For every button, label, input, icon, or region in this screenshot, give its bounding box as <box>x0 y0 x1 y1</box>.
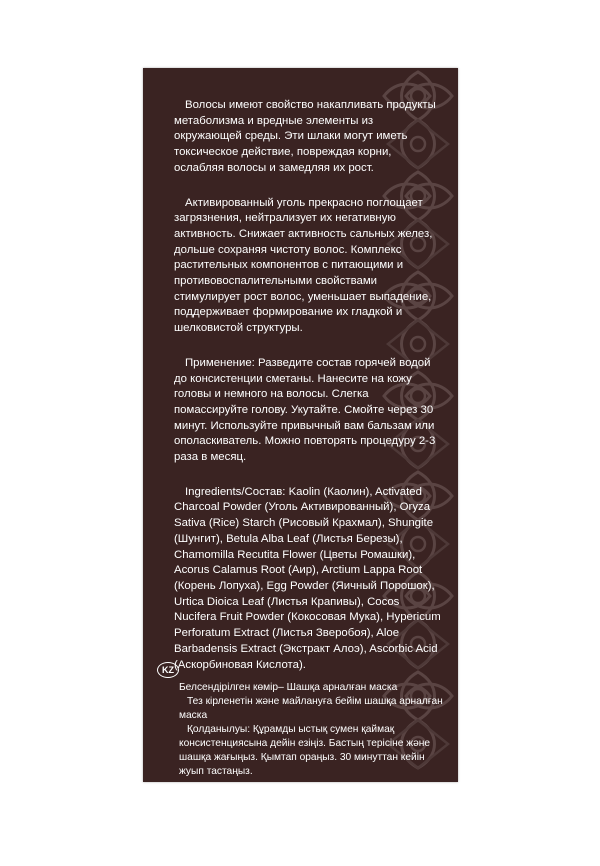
paragraph-benefits: Активированный уголь прекрасно поглощает загрязнения, нейтрализует их негативную активность. Снижает активность сальных желез, дольше сохраняя чистоту волос. Комплекс растительных компонентов с питающими и противовоспалительными свойствами стимулирует рост волос, уменьшает выпадение, поддерживает формирование их гладкой и шелковистой структуры. <box>174 196 433 335</box>
kz-usage-line: Қолданылуы: Құрамды ыстық сумен қаймақ консистенциясына дейін езіңіз. Бастың терісіне және шашқа жағыңыз. Қымтап ораңыз. 30 минуттан кейін жуып тастаңыз. <box>179 724 431 777</box>
paragraph-intro: Волосы имеют свойство накапливать продукты метаболизма и вредные элементы из окружающей среды. Эти шлаки могут иметь токсическое действие, повреждая корни, ослабляя волосы и замедляя их рост. <box>174 99 436 174</box>
kz-title-line: Белсендірілген көмір– Шашқа арналған маска <box>179 682 398 693</box>
paragraph-ingredients: Ingredients/Состав: Kaolin (Каолин), Activated Charcoal Powder (Уголь Активированный), Oryza Sativa (Rice) Starch (Рисовый Крахмал), Shungite (Шунгит), Betula Alba Leaf (Листья Березы), Chamomilla Recutita Flower (Цветы Ромашки), Acorus Calamus Root (Аир), Arctium Lappa Root (Корень Лопуха), Egg Powder (Яичный Порошок), Urtica Dioica Leaf (Листья Крапивы), Cocos Nucifera Fruit Powder (Кокосовая Мука), Hypericum Perforatum Extract (Листья Зверобоя), Aloe Barbadensis Extract (Экстракт Алоэ), Ascorbic Acid (Аскорбиновая Кислота). <box>174 485 441 671</box>
package-back-panel <box>143 68 458 782</box>
paragraph-usage: Применение: Разведите состав горячей водой до консистенции сметаны. Нанесите на кожу головы и немного на волосы. Слегка помассируйте голову. Укутайте. Смойте через 30 минут. Используйте привычный вам бальзам или ополаскиватель. Можно повторять процедуру 2-3 раза в месяц. <box>174 356 436 464</box>
kz-subtitle-line: Тез кірленетін және майлануға бейім шашқа арналған маска <box>179 696 443 721</box>
description-text <box>174 98 444 692</box>
kz-section <box>157 662 447 779</box>
kz-language-badge: KZ <box>157 662 179 678</box>
